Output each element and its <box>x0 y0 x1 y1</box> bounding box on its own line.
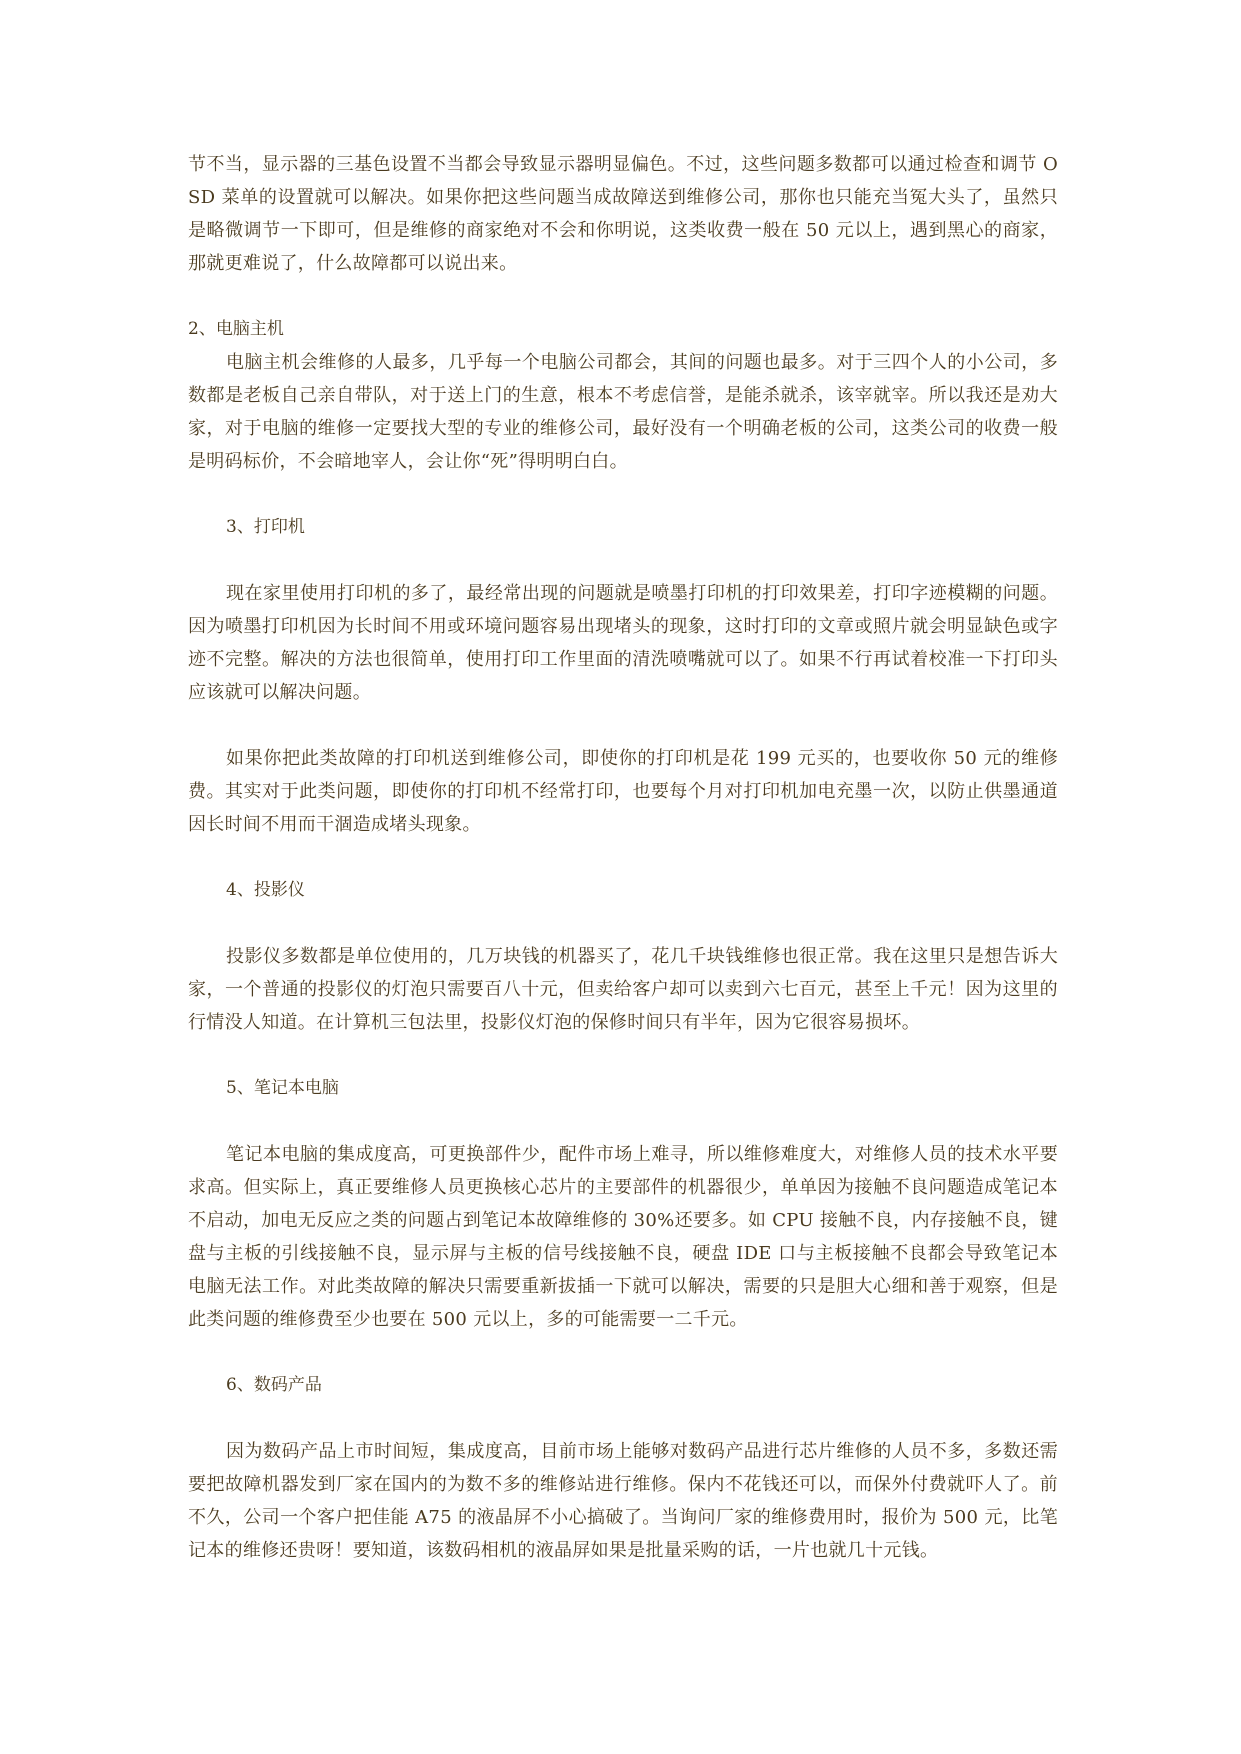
section-heading-digital-products: 6、数码产品 <box>226 1375 322 1395</box>
document-page <box>188 148 1058 1567</box>
section-heading-computer-host: 2、电脑主机 <box>188 319 284 339</box>
section-heading-laptop: 5、笔记本电脑 <box>226 1078 339 1098</box>
section-paragraph-printer-1: 现在家里使用打印机的多了，最经常出现的问题就是喷墨打印机的打印效果差，打印字迹模糊的问题。因为喷墨打印机因为长时间不用或环境问题容易出现堵头的现象，这时打印的文章或照片就会明显缺色或字迹不完整。解决的方法也很简单，使用打印工作里面的清洗喷嘴就可以了。如果不行再试着校准一下打印头应该就可以解决问题。 <box>188 583 1058 703</box>
section-heading-projector: 4、投影仪 <box>226 880 305 900</box>
intro-paragraph: 节不当，显示器的三基色设置不当都会导致显示器明显偏色。不过，这些问题多数都可以通过检查和调节 OSD 菜单的设置就可以解决。如果你把这些问题当成故障送到维修公司，那你也只能充当冤大头了，虽然只是略微调节一下即可，但是维修的商家绝对不会和你明说，这类收费一般在 50 元以上，遇到黑心的商家，那就更难说了，什么故障都可以说出来。 <box>188 154 1058 274</box>
section-paragraph-digital-products: 因为数码产品上市时间短，集成度高，目前市场上能够对数码产品进行芯片维修的人员不多，多数还需要把故障机器发到厂家在国内的为数不多的维修站进行维修。保内不花钱还可以，而保外付费就吓人了。前不久，公司一个客户把佳能 A75 的液晶屏不小心搞破了。当询问厂家的维修费用时，报价为 500 元，比笔记本的维修还贵呀！要知道，该数码相机的液晶屏如果是批量采购的话，一片也就几十元钱。 <box>188 1441 1058 1561</box>
section-paragraph-computer-host: 电脑主机会维修的人最多，几乎每一个电脑公司都会，其间的问题也最多。对于三四个人的小公司，多数都是老板自己亲自带队，对于送上门的生意，根本不考虑信誉，是能杀就杀，该宰就宰。所以我还是劝大家，对于电脑的维修一定要找大型的专业的维修公司，最好没有一个明确老板的公司，这类公司的收费一般是明码标价，不会暗地宰人，会让你“死”得明明白白。 <box>188 352 1058 472</box>
section-paragraph-projector: 投影仪多数都是单位使用的，几万块钱的机器买了，花几千块钱维修也很正常。我在这里只是想告诉大家，一个普通的投影仪的灯泡只需要百八十元，但卖给客户却可以卖到六七百元，甚至上千元！因为这里的行情没人知道。在计算机三包法里，投影仪灯泡的保修时间只有半年，因为它很容易损坏。 <box>188 946 1058 1033</box>
section-heading-printer: 3、打印机 <box>226 517 305 537</box>
section-paragraph-laptop: 笔记本电脑的集成度高，可更换部件少，配件市场上难寻，所以维修难度大，对维修人员的技术水平要求高。但实际上，真正要维修人员更换核心芯片的主要部件的机器很少，单单因为接触不良问题造成笔记本不启动，加电无反应之类的问题占到笔记本故障维修的 30%还要多。如 CPU 接触不良，内存接触不良，键盘与主板的引线接触不良，显示屏与主板的信号线接触不良，硬盘 IDE 口与主板接触不良都会导致笔记本电脑无法工作。对此类故障的解决只需要重新拔插一下就可以解决，需要的只是胆大心细和善于观察，但是此类问题的维修费至少也要在 500 元以上，多的可能需要一二千元。 <box>188 1144 1058 1330</box>
section-paragraph-printer-2: 如果你把此类故障的打印机送到维修公司，即使你的打印机是花 199 元买的，也要收你 50 元的维修费。其实对于此类问题，即使你的打印机不经常打印，也要每个月对打印机加电充墨一次，以防止供墨通道因长时间不用而干涸造成堵头现象。 <box>188 748 1058 835</box>
